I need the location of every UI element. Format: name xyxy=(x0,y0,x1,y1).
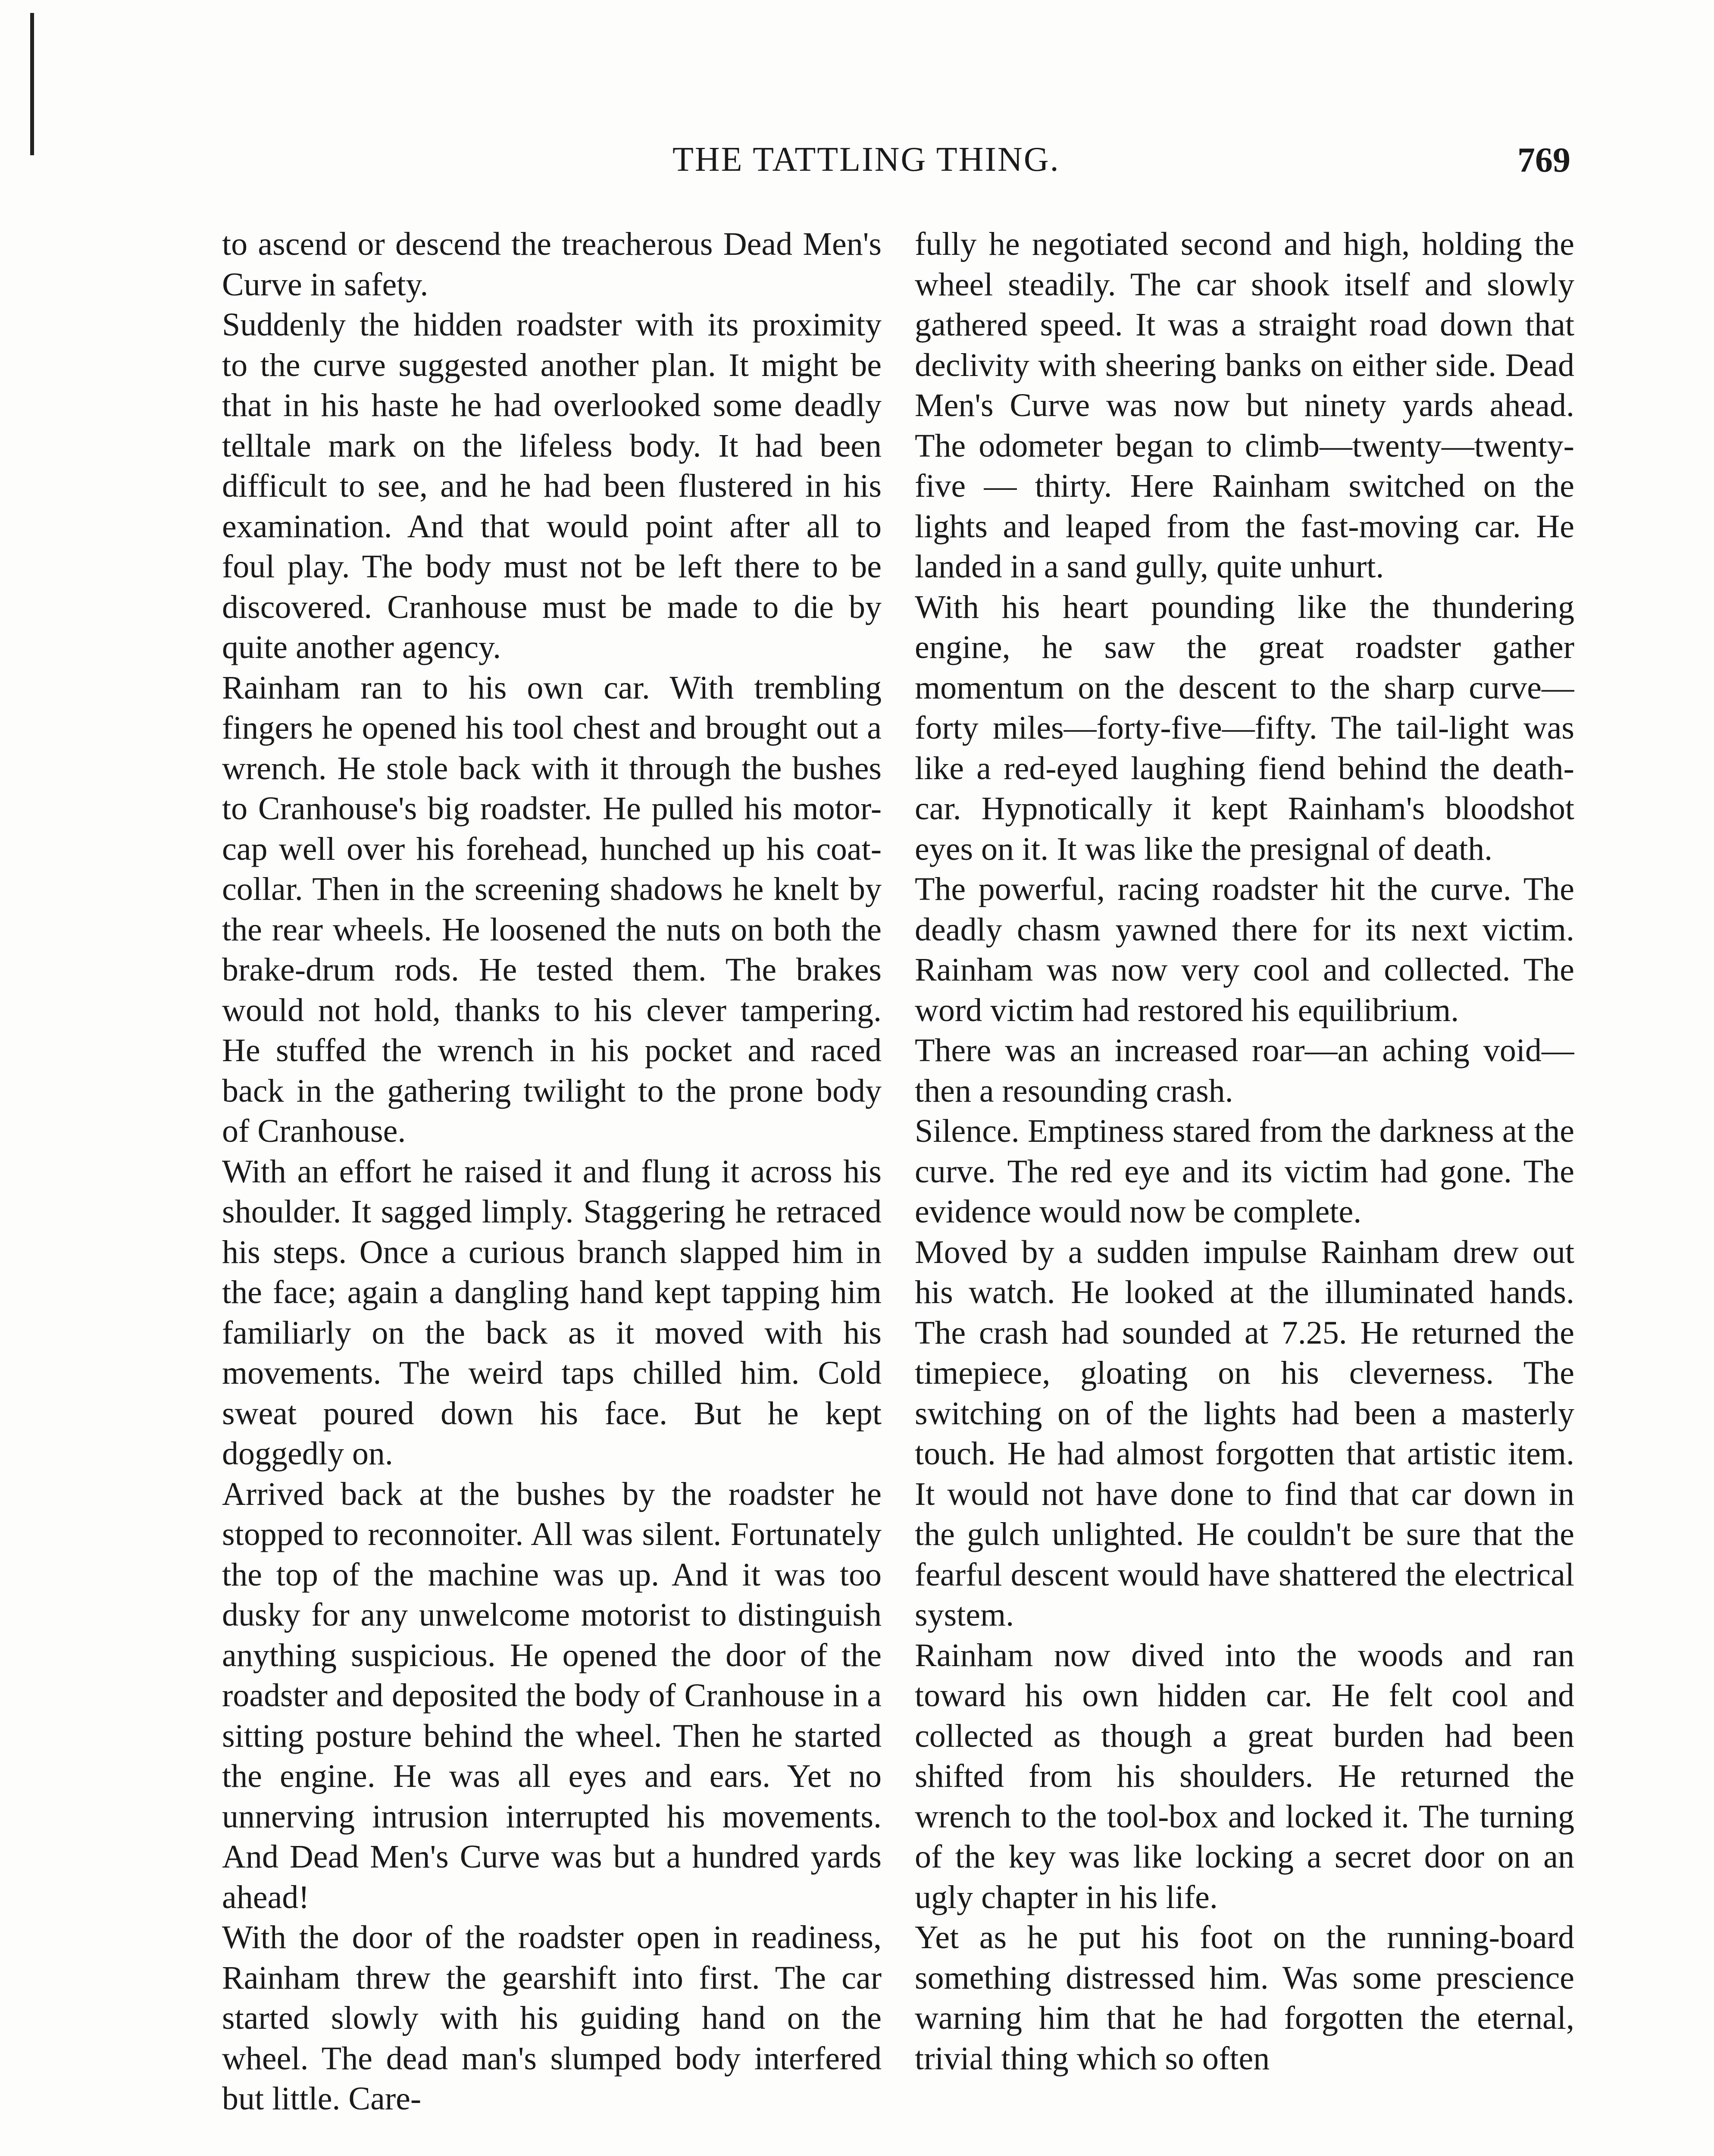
left-column xyxy=(222,224,882,2156)
paragraph: Rainham now dived into the woods and ran toward his own hidden car. He felt cool and collected as though a great burden had been shifted from his shoulders. He returned the wrench to the tool-box and locked it. The turning of the key was like locking a secret door on an ugly chapter in his life. xyxy=(915,1637,1574,1915)
paragraph: There was an increased roar—an aching void—then a resounding crash. xyxy=(915,1032,1574,1109)
paragraph: Arrived back at the bushes by the roadster he stopped to reconnoiter. All was silent. Fortunately the top of the machine was up. And it was too dusky for any unwelcome motorist to distinguish anything suspicious. He opened the door of the roadster and deposited the body of Cranhouse in a sitting posture behind the wheel. Then he started the engine. He was all eyes and ears. Yet no unnerving intrusion interrupted his movements. And Dead Men's Curve was but a hundred yards ahead! xyxy=(222,1476,882,1915)
paragraph: Yet as he put his foot on the running-board something distressed him. Was some prescience warning him that he had forgotten the eternal, trivial thing which so often xyxy=(915,1919,1574,2077)
paragraph: Silence. Emptiness stared from the darkness at the curve. The red eye and its victim had gone. The evidence would now be complete. xyxy=(915,1113,1574,1230)
running-title: THE TATTLING THING. xyxy=(672,141,1060,179)
paragraph: to ascend or descend the treacherous Dead Men's Curve in safety. xyxy=(222,226,882,303)
page-number: 769 xyxy=(1517,140,1570,179)
paragraph: Moved by a sudden impulse Rainham drew out his watch. He looked at the illuminated hands. The crash had sounded at 7.25. He returned the timepiece, gloating on his cleverness. The switching on of the lights had been a masterly touch. He had almost forgotten that artistic item. It would not have done to find that car down in the gulch unlighted. He couldn't be sure that the fearful descent would have shattered the electrical system. xyxy=(915,1234,1574,1633)
paragraph: Suddenly the hidden roadster with its proximity to the curve suggested another plan. It might be that in his haste he had overlooked some deadly telltale mark on the lifeless body. It had been difficult to see, and he had been flustered in his examination. And that would point after all to foul play. The body must not be left there to be discovered. Cranhouse must be made to die by quite another agency. xyxy=(222,307,882,665)
paragraph: The powerful, racing roadster hit the curve. The deadly chasm yawned there for its next victim. Rainham was now very cool and collected. The word victim had restored his equilibrium. xyxy=(915,871,1574,1028)
right-column xyxy=(915,224,1574,2156)
margin-rule-mark xyxy=(30,13,34,155)
paragraph: Rainham ran to his own car. With trembling fingers he opened his tool chest and brought out a wrench. He stole back with it through the bushes to Cranhouse's big roadster. He pulled his motor-cap well over his forehead, hunched up his coat-collar. Then in the screening shadows he knelt by the rear wheels. He loosened the nuts on both the brake-drum rods. He tested them. The brakes would not hold, thanks to his clever tampering. He stuffed the wrench in his pocket and raced back in the gathering twilight to the prone body of Cranhouse. xyxy=(222,669,882,1149)
paragraph: With the door of the roadster open in readiness, Rainham threw the gearshift into first. The car started slowly with his guiding hand on the wheel. The dead man's slumped body interfered but little. Care- xyxy=(222,1919,882,2117)
paragraph: With an effort he raised it and flung it across his shoulder. It sagged limply. Staggering he retraced his steps. Once a curious branch slapped him in the face; again a dangling hand kept tapping him familiarly on the back as it moved with his movements. The weird taps chilled him. Cold sweat poured down his face. But he kept doggedly on. xyxy=(222,1153,882,1472)
paragraph: fully he negotiated second and high, holding the wheel steadily. The car shook itself and slowly gathered speed. It was a straight road down that declivity with sheering banks on either side. Dead Men's Curve was now but ninety yards ahead. The odometer began to climb—twenty—twenty-five — thirty. Here Rainham switched on the lights and leaped from the fast-moving car. He landed in a sand gully, quite unhurt. xyxy=(915,226,1574,585)
paragraph: With his heart pounding like the thundering engine, he saw the great roadster gather momentum on the descent to the sharp curve—forty miles—forty-five—fifty. The tail-light was like a red-eyed laughing fiend behind the death-car. Hypnotically it kept Rainham's bloodshot eyes on it. It was like the presignal of death. xyxy=(915,589,1574,867)
